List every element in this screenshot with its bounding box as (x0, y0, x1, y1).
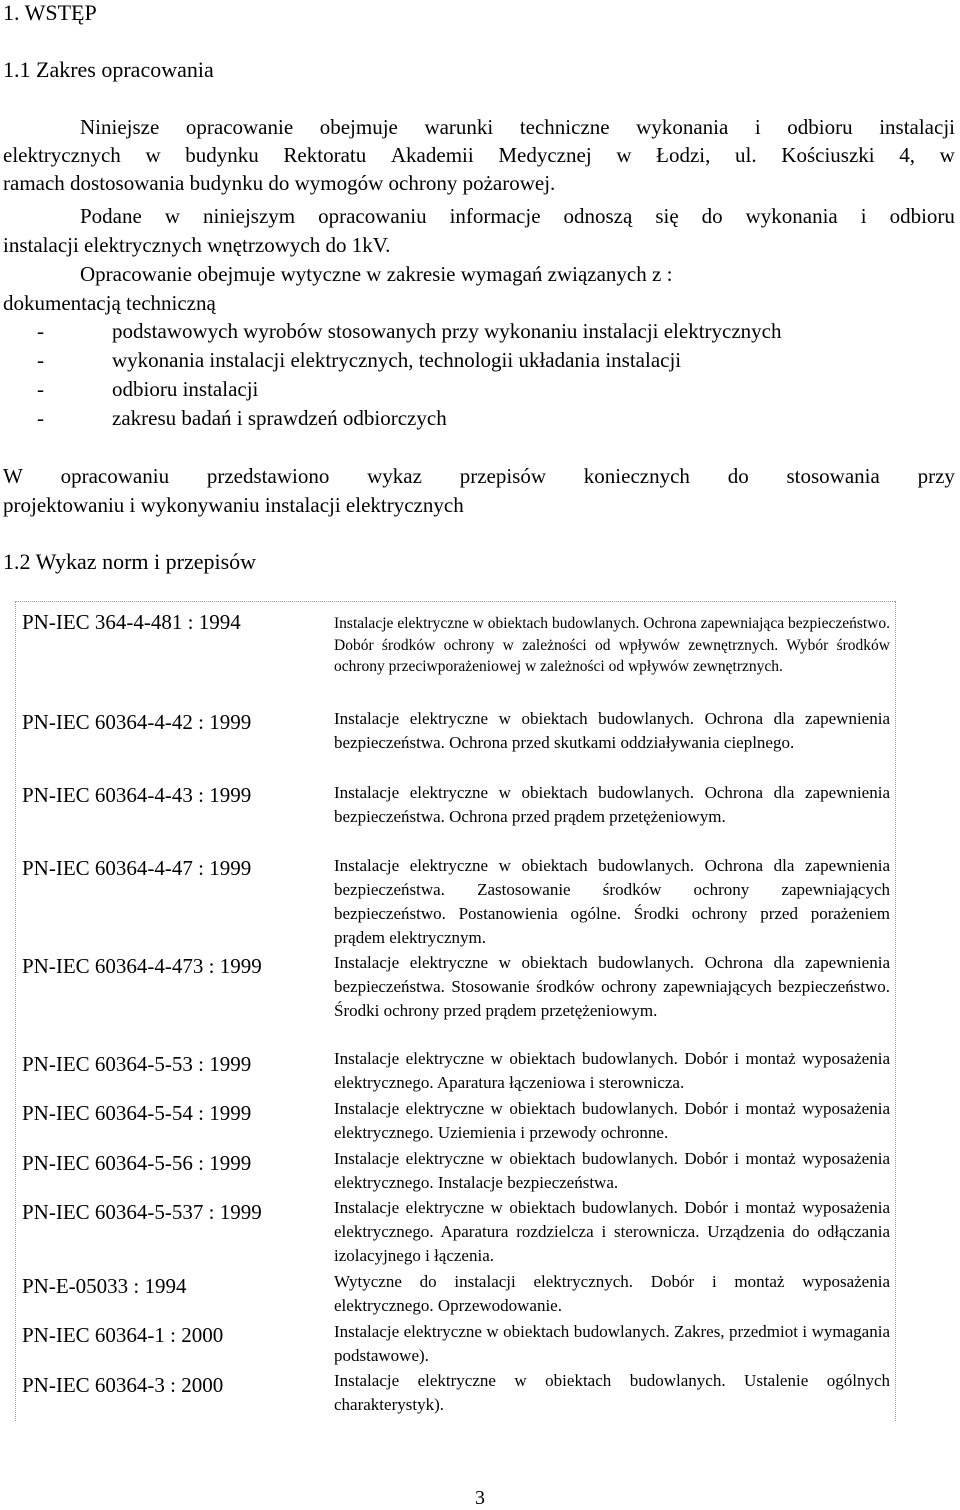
norm-description: Instalacje elektryczne w obiektach budowlanych. Dobór i montaż wyposażenia elektrycznego. Uziemienia i przewody ochronne. (334, 1099, 890, 1142)
word: Niniejsze (80, 115, 160, 139)
word: przy (917, 464, 955, 488)
word: opracowaniu (60, 464, 170, 488)
subsection-heading-norms: 1.2 Wykaz norm i przepisów (3, 549, 257, 574)
list-dash: - (37, 377, 44, 401)
word: Łodzi, (656, 143, 711, 167)
word: opracowaniu (318, 204, 427, 228)
norm-description: Instalacje elektryczne w obiektach budowlanych. Dobór i montaż wyposażenia elektrycznego. Aparatura rozdzielcza i sterownicza. Urządzenia do odłączania izolacyjnego i łączenia. (334, 1198, 890, 1265)
word: przepisów (459, 464, 547, 488)
norm-code: PN-IEC 60364-4-473 : 1999 (22, 954, 262, 978)
word: wykonania (636, 115, 729, 139)
norm-code: PN-IEC 60364-3 : 2000 (22, 1373, 224, 1397)
table-border-top (15, 601, 895, 602)
norm-description: Instalacje elektryczne w obiektach budowlanych. Ochrona dla zapewnienia bezpieczeństwa. Stosowanie środków ochrony zapewniających bezpieczeństwo. Środki ochrony przed prądem przetężeniowym. (334, 953, 890, 1020)
word: Podane (80, 204, 142, 228)
list-item-text: odbioru instalacji (112, 377, 259, 401)
subsection-heading-scope: 1.1 Zakres opracowania (3, 57, 214, 82)
word: techniczne (519, 115, 610, 139)
list-item (37, 346, 681, 375)
para1-line1 (80, 113, 955, 142)
norm-code: PN-IEC 60364-4-43 : 1999 (22, 783, 252, 807)
norm-code: PN-E-05033 : 1994 (22, 1274, 187, 1298)
word: niniejszym (202, 204, 296, 228)
list-item (37, 375, 258, 404)
word: i (754, 115, 761, 139)
para1-line2 (3, 141, 955, 170)
word: obejmuje (319, 115, 398, 139)
para4-line1 (3, 462, 955, 491)
para1-line3: ramach dostosowania budynku do wymogów ochrony pożarowej. (3, 171, 556, 195)
norm-description: Wytyczne do instalacji elektrycznych. Dobór i montaż wyposażenia elektrycznego. Oprzewodowanie. (334, 1272, 890, 1315)
word: opracowanie (185, 115, 294, 139)
norm-code: PN-IEC 60364-4-42 : 1999 (22, 710, 252, 734)
word: wykaz (367, 464, 422, 488)
norm-code: PN-IEC 60364-5-53 : 1999 (22, 1052, 252, 1076)
norm-code: PN-IEC 364-4-481 : 1994 (22, 610, 241, 634)
norm-description: Instalacje elektryczne w obiektach budowlanych. Ochrona zapewniająca bezpieczeństwo. Dobór środków ochrony w zależności od wpływów zewnętrznych. Wybór środków ochrony przeciwporażeniowej w zależności od wpływów zewnętrznych. (334, 615, 890, 675)
norm-description: Instalacje elektryczne w obiektach budowlanych. Dobór i montaż wyposażenia elektrycznego. Instalacje bezpieczeństwa. (334, 1149, 890, 1192)
word: W (3, 464, 23, 488)
list-item-text: zakresu badań i sprawdzeń odbiorczych (112, 406, 447, 430)
norm-description: Instalacje elektryczne w obiektach budowlanych. Ochrona dla zapewnienia bezpieczeństwa. Ochrona przed prądem przetężeniowym. (334, 783, 890, 826)
word: warunki (424, 115, 494, 139)
word: w (145, 143, 161, 167)
norm-description: Instalacje elektryczne w obiektach budowlanych. Ochrona dla zapewnienia bezpieczeństwa. Ochrona przed skutkami oddziaływania cieplnego. (334, 709, 890, 752)
word: stosowania (786, 464, 880, 488)
list-item (37, 317, 782, 346)
list-dash: - (37, 348, 44, 372)
word: odbioru (889, 204, 955, 228)
norm-code: PN-IEC 60364-5-537 : 1999 (22, 1200, 262, 1224)
word: ul. (735, 143, 757, 167)
word: 4, (899, 143, 916, 167)
norm-description: Instalacje elektryczne w obiektach budowlanych. Zakres, przedmiot i wymagania podstawowe). (334, 1322, 890, 1365)
word: Rektoratu (283, 143, 367, 167)
page-number: 3 (475, 1487, 485, 1509)
word: odbioru (787, 115, 853, 139)
word: odnoszą (563, 204, 633, 228)
word: instalacji (879, 115, 955, 139)
norm-code: PN-IEC 60364-5-54 : 1999 (22, 1101, 252, 1125)
norm-description: Instalacje elektryczne w obiektach budowlanych. Ustalenie ogólnych charakterystyk). (334, 1371, 890, 1414)
word: w (616, 143, 632, 167)
norm-code: PN-IEC 60364-4-47 : 1999 (22, 856, 252, 880)
para3-line2: dokumentacją techniczną (3, 291, 216, 315)
word: Medycznej (498, 143, 592, 167)
list-item-text: wykonania instalacji elektrycznych, technologii układania instalacji (112, 348, 682, 372)
list-dash: - (37, 319, 44, 343)
table-border-left (15, 601, 16, 1421)
word: wykonania (745, 204, 838, 228)
para4-line2: projektowaniu i wykonywaniu instalacji elektrycznych (3, 493, 464, 517)
word: przedstawiono (206, 464, 330, 488)
word: elektrycznych (3, 143, 121, 167)
norm-description: Instalacje elektryczne w obiektach budowlanych. Dobór i montaż wyposażenia elektrycznego. Aparatura łączeniowa i sterownicza. (334, 1049, 890, 1092)
para3-line1: Opracowanie obejmuje wytyczne w zakresie wymagań związanych z : (80, 262, 673, 286)
norm-code: PN-IEC 60364-1 : 2000 (22, 1323, 224, 1347)
para2-line1 (80, 202, 955, 231)
norm-description: Instalacje elektryczne w obiektach budowlanych. Ochrona dla zapewnienia bezpieczeństwa. Zastosowanie środków ochrony zapewniających bezpieczeństwo. Postanowienia ogólne. Środki ochrony przed porażeniem prądem elektrycznym. (334, 856, 890, 947)
word: się (655, 204, 679, 228)
word: w (939, 143, 955, 167)
norm-code: PN-IEC 60364-5-56 : 1999 (22, 1151, 252, 1175)
word: koniecznych (583, 464, 690, 488)
list-dash: - (37, 406, 44, 430)
word: Kościuszki (781, 143, 875, 167)
word: do (701, 204, 723, 228)
word: do (727, 464, 749, 488)
word: informacje (449, 204, 541, 228)
para2-line2: instalacji elektrycznych wnętrzowych do 1kV. (3, 233, 391, 257)
table-border-right (895, 601, 896, 1421)
word: w (164, 204, 180, 228)
list-item-text: podstawowych wyrobów stosowanych przy wykonaniu instalacji elektrycznych (112, 319, 782, 343)
section-heading: 1. WSTĘP (3, 0, 97, 25)
word: budynku (185, 143, 259, 167)
word: Akademii (390, 143, 474, 167)
word: i (860, 204, 867, 228)
list-item (37, 404, 447, 433)
